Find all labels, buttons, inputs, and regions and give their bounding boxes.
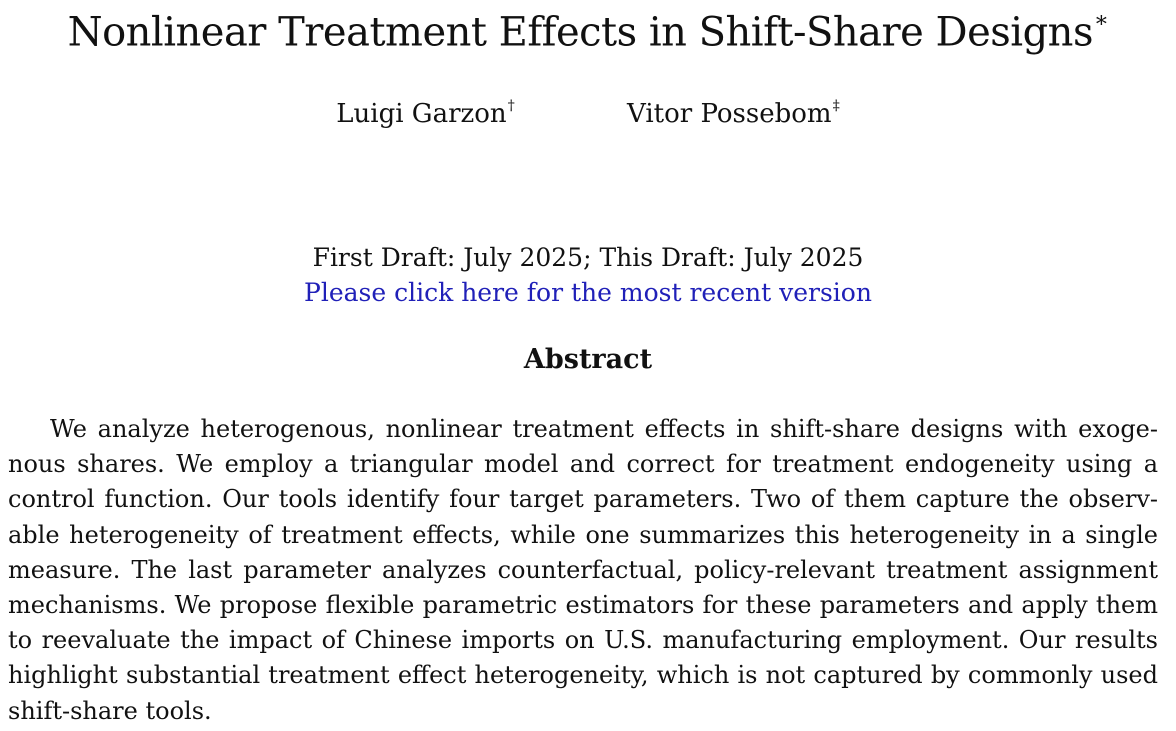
recent-version-link[interactable]: Please click here for the most recent version <box>304 278 872 307</box>
author-list <box>0 98 1176 129</box>
paper-title-text: Nonlinear Treatment Effects in Shift-Share Designs <box>67 9 1093 56</box>
draft-info <box>0 240 1176 310</box>
draft-dates: First Draft: July 2025; This Draft: July 2025 <box>312 243 864 272</box>
author-2-name: Vitor Possebom <box>627 99 832 130</box>
abstract-heading: Abstract <box>523 344 653 375</box>
title-footnote-mark: ∗ <box>1093 8 1109 33</box>
author-1-footnote-mark: † <box>507 98 515 114</box>
author-2 <box>627 98 840 129</box>
author-1-name: Luigi Garzon <box>336 99 507 130</box>
author-1 <box>336 98 515 129</box>
abstract-text: We analyze heterogenous, nonlinear treatment effects in shift-share designs with exogenous shares. We employ a triangular model and correct for treatment endogeneity using a control function. Our tools identify four target parameters. Two of them capture the observable heterogeneity of treatment effects, while one summarizes this heterogeneity in a single measure. The last parameter analyzes counterfactual, policy-relevant treatment assignment mechanisms. We propose flexible parametric estimators for these parameters and apply them to reevaluate the impact of Chinese imports on U.S. manufacturing employment. Our results highlight substantial treatment effect heterogeneity, which is not captured by commonly used shift-share tools. <box>8 415 1158 725</box>
author-2-footnote-mark: ‡ <box>832 98 840 114</box>
paper-title <box>0 8 1176 56</box>
